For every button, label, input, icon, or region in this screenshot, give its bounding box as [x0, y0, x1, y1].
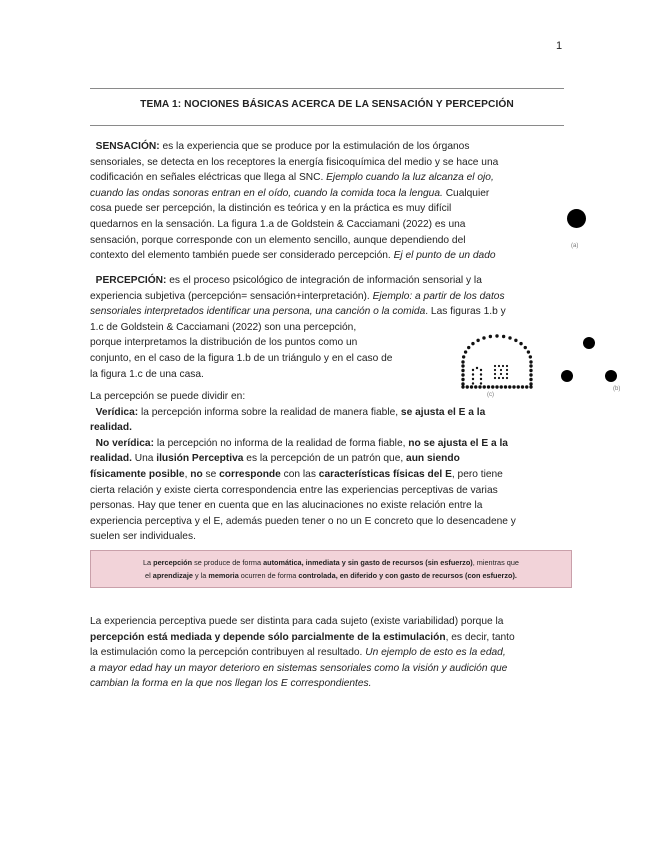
page-number: 1 [556, 40, 563, 52]
highlight-callout-box: La percepción se produce de forma automática, inmediata y sin gasto de recursos (sin esfuerzo), mientras que el aprendizaje y la memoria ocurren de forma controlada, en diferido y con gasto de recursos (con esfuerzo). [90, 550, 572, 588]
house-dot [529, 364, 532, 367]
house-dot [519, 342, 522, 345]
house-dot [498, 377, 500, 379]
house-dot [529, 355, 532, 358]
house-dot [471, 342, 474, 345]
house-dot [494, 365, 496, 367]
house-dot [476, 339, 479, 342]
house-dot [482, 336, 485, 339]
house-dot [500, 373, 502, 375]
house-dot [472, 382, 474, 384]
house-dot [498, 365, 500, 367]
figure-c-label: (c) [487, 392, 494, 398]
house-dot [494, 373, 496, 375]
house-dot [524, 346, 527, 349]
title-rule-top [90, 88, 564, 89]
figure-c-house [455, 332, 539, 390]
division-paragraph: La percepción se puede dividir en: Verídica: la percepción informa sobre la realidad de manera fiable, se ajusta el E a la realidad. No verídica: la percepción no informa de la realidad de forma fiable, no se ajusta el E a la realidad. Una ilusión Perceptiva es la percepción de un patrón que, aun siendo físicamente posible, no se corresponde con las características físicas del E, pero tiene cierta relación y existe cierta correspondencia entre las experiencias perceptivas de varias personas. Hay que tener en cuenta que en las alucinaciones no existe relación entre la experiencia perceptiva y el E, además pueden tener o no un E concreto que lo desencadene y suelen ser individuales. [90, 391, 516, 543]
percepcion-paragraph: PERCEPCIÓN: es el proceso psicológico de integración de información sensorial y la experiencia subjetiva (percepción= sensación+interpretación). Ejemplo: a partir de los datos sensoriales interpretados identificar una persona, una canción o la comida. Las figuras 1.b y 1.c de Goldstein & Cacciamani (2022) son una percepción, porque interpretamos la distribución de los puntos como un conjunto, en el caso de la figura 1.b de un triángulo y en el caso de la figura 1.c de una casa. [90, 275, 506, 380]
house-dot [500, 369, 502, 371]
house-dot [461, 369, 464, 372]
house-dot [521, 385, 524, 388]
house-dot [502, 377, 504, 379]
house-dot [464, 350, 467, 353]
house-dot [494, 377, 496, 379]
sensacion-heading: SENSACIÓN: [95, 141, 160, 152]
figure-b-dot-top [583, 337, 595, 349]
house-dot [480, 373, 482, 375]
house-dot [489, 335, 492, 338]
page-title: TEMA 1: NOCIONES BÁSICAS ACERCA DE LA SENSACIÓN Y PERCEPCIÓN [140, 99, 514, 110]
house-dot [461, 360, 464, 363]
veridica-heading: Verídica: [95, 406, 139, 418]
house-dot [480, 378, 482, 380]
house-dot [527, 350, 530, 353]
percepcion-heading: PERCEPCIÓN: [95, 275, 167, 286]
house-dot [529, 385, 532, 388]
house-dot [514, 339, 517, 342]
house-dot [529, 378, 532, 381]
house-dot [472, 369, 474, 371]
house-dot [472, 373, 474, 375]
figure-b-dot-left [561, 370, 573, 382]
figure-b-label: (b) [613, 386, 621, 392]
house-dot [529, 369, 532, 372]
house-dot [461, 378, 464, 381]
house-dot [467, 346, 470, 349]
house-dot [517, 385, 520, 388]
house-dot [494, 369, 496, 371]
house-dot [506, 377, 508, 379]
house-dot [480, 369, 482, 371]
house-dot [461, 373, 464, 376]
figure-b-dot-right [605, 370, 617, 382]
house-dot [506, 373, 508, 375]
house-dot [508, 336, 511, 339]
house-dot [461, 364, 464, 367]
house-dot [480, 382, 482, 384]
variability-paragraph: La experiencia perceptiva puede ser distinta para cada sujeto (existe variabilidad) porque la percepción está mediada y depende sólo parcialmente de la estimulación, es decir, tanto la estimulación como la percepción contribuyen al resultado. Un ejemplo de esto es la edad, a mayor edad hay un mayor deterioro en sistemas sensoriales como la visión y audición que cambian la forma en la que nos llegan los E correspondientes. [90, 616, 515, 690]
house-dot [529, 360, 532, 363]
house-dot [502, 335, 505, 338]
figure-a-dot [567, 209, 586, 228]
house-dot [461, 382, 464, 385]
sensacion-paragraph: SENSACIÓN: es la experiencia que se produce por la estimulación de los órganos sensoriales, se detecta en los receptores la energía fisicoquímica del medio y se hace una codificación en señales eléctricas que llega al SNC. Ejemplo cuando la luz alcanza el ojo, cuando las ondas sonoras entran en el oído, cuando la comida toca la lengua. Cualquier cosa puede ser percepción, la distinción es teórica y en la práctica es muy difícil quedarnos en la sensación. La figura 1.a de Goldstein & Cacciamani (2022) es una sensación, porque corresponde con un elemento sencillo, aunque dependiendo del contexto del elemento también puede ser considerado percepción. Ej el punto de un dado [90, 141, 499, 262]
house-dot [476, 367, 478, 369]
no-veridica-heading: No verídica: [95, 437, 154, 449]
figure-a-label: (a) [571, 243, 579, 249]
house-dot [462, 355, 465, 358]
house-dot [495, 334, 498, 337]
house-dot [529, 373, 532, 376]
title-rule-bottom [90, 125, 564, 126]
house-dot [506, 365, 508, 367]
house-dot [472, 378, 474, 380]
house-dot [502, 365, 504, 367]
house-dot [525, 385, 528, 388]
house-dot [506, 369, 508, 371]
house-dot [529, 382, 532, 385]
